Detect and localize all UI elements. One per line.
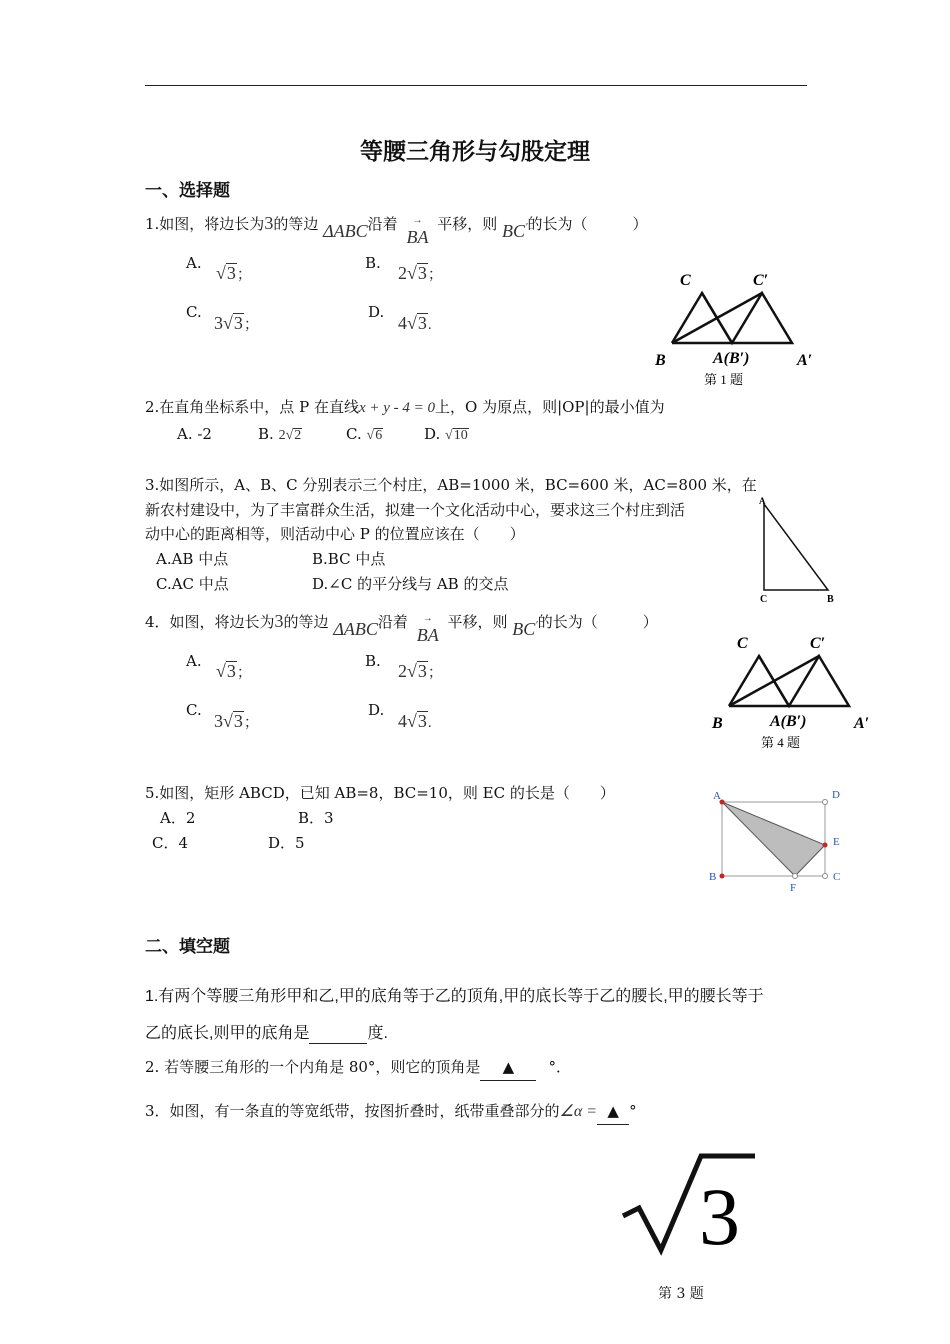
fig5-label-c: C xyxy=(833,871,841,883)
q1-option-d-coef: 4 xyxy=(398,313,407,333)
big-radical-number: 3 xyxy=(699,1171,740,1260)
question-4 xyxy=(145,601,658,645)
question-2 xyxy=(145,395,665,421)
q4-option-b-value: 2√3； xyxy=(398,661,443,681)
q2-option-a[interactable] xyxy=(177,422,212,447)
fill-2-mark: ▲ xyxy=(502,1058,515,1076)
q1-option-b-value: 2√3； xyxy=(398,263,443,283)
q1-mid3: 平移，则 xyxy=(437,215,498,233)
fig1-outline xyxy=(672,293,792,343)
fill-1-suffix: 度. xyxy=(367,1025,388,1042)
q4-option-b-coef: 2 xyxy=(398,661,407,681)
q1-option-d-label: D. xyxy=(368,303,385,321)
fig4-edge-bc-prime xyxy=(729,656,819,706)
fig5-label-d: D xyxy=(832,789,840,801)
q4-option-c[interactable] xyxy=(186,701,202,719)
q2-option-b-coef: 2 xyxy=(278,428,286,443)
q4-option-d[interactable] xyxy=(368,701,384,719)
fig5-point-b xyxy=(720,874,725,879)
q1-option-b-rad: 3 xyxy=(417,263,427,283)
figure-4-translated-triangles xyxy=(702,628,882,753)
figure-5-rectangle xyxy=(700,785,850,895)
fig1-label-a-b-prime: A(B′) xyxy=(713,350,750,367)
q5-option-a[interactable]: A．2 xyxy=(160,809,196,827)
q2-option-b-label: B. xyxy=(258,425,274,443)
fig4-caption: 第 4 题 xyxy=(761,735,801,750)
q1-option-c-end: ； xyxy=(243,317,259,333)
q1-triangle: ΔABC xyxy=(323,221,368,241)
fill-3-suffix: ° xyxy=(629,1102,637,1120)
fig1-label-c-prime: C′ xyxy=(753,272,769,289)
q4-option-c-end: ； xyxy=(243,715,259,731)
q2-prefix: 2.在直角坐标系中，点 P 在直线 xyxy=(145,398,359,416)
q4-segment xyxy=(512,619,537,639)
q5-option-d[interactable]: D．5 xyxy=(268,834,305,852)
q1-num: 3 xyxy=(264,213,274,233)
q1-option-a-end: ； xyxy=(236,267,252,283)
q4-option-a-label: A. xyxy=(186,652,202,670)
q1-option-a-rad: 3 xyxy=(226,263,236,283)
fill-2-suffix: °． xyxy=(548,1058,571,1076)
q4-option-b[interactable] xyxy=(365,652,381,670)
q1-option-a-label: A. xyxy=(186,254,202,272)
fill-3-prefix: 3．如图，有一条直的等宽纸带，按图折叠时，纸带重叠部分的 xyxy=(145,1102,560,1120)
q2-option-d-rad: 10 xyxy=(453,428,468,443)
fig3-label-a: A xyxy=(759,496,766,506)
fill-2-prefix: 2. 若等腰三角形的一个内角是 80°，则它的顶角是 xyxy=(145,1058,481,1076)
q1-option-d[interactable] xyxy=(368,303,384,321)
q1-option-d-rad: 3 xyxy=(417,313,427,333)
q1-mid1: 的等边 xyxy=(273,215,319,233)
fig1-edge-bc-prime xyxy=(672,293,762,343)
q1-option-b-coef: 2 xyxy=(398,263,407,283)
q4-option-a-value: √3； xyxy=(216,661,252,681)
q1-seg-text: BC xyxy=(502,221,526,241)
fig4-label-a-prime: A′ xyxy=(854,715,870,732)
fig5-point-d xyxy=(823,800,828,805)
q3-line-2: 新农村建设中，为了丰富群众生活，拟建一个文化活动中心，要求这三个村庄到活 xyxy=(145,501,686,519)
q4-option-c-value: 3√3； xyxy=(214,711,259,731)
q4-option-a[interactable] xyxy=(186,652,202,670)
header-rule xyxy=(145,85,807,86)
q2-option-c[interactable]: C. √6 xyxy=(346,425,383,443)
fig5-point-c xyxy=(823,874,828,879)
q3-line-3: 动中心的距离相等，则活动中心 P 的位置应该在（ ） xyxy=(145,525,525,543)
q2-option-d-label: D. xyxy=(424,425,441,443)
q1-option-c[interactable] xyxy=(186,303,202,321)
q1-suffix: 的长为（ ） xyxy=(527,215,648,233)
q1-option-b[interactable] xyxy=(365,254,381,272)
q4-option-b-rad: 3 xyxy=(417,661,427,681)
figure-3-right-triangle xyxy=(750,490,845,608)
q2-option-b-rad: 2 xyxy=(294,428,302,443)
fill-2 xyxy=(145,1055,571,1081)
q3-option-b[interactable]: B.BC 中点 xyxy=(312,550,386,568)
q1-mid2: 沿着 xyxy=(367,215,398,233)
q1-segment xyxy=(502,221,527,241)
fig1-caption: 第 1 题 xyxy=(704,372,744,387)
section-choice-heading: 一、选择题 xyxy=(145,181,230,201)
q4-num: 3 xyxy=(274,611,284,631)
fill-1-line-2 xyxy=(145,1020,388,1044)
q1-option-a[interactable] xyxy=(186,254,202,272)
fig3-label-b: B xyxy=(827,594,834,605)
q2-equation: x + y - 4 = 0 xyxy=(358,400,436,416)
q1-option-d-value: 4√3. xyxy=(398,313,432,333)
q4-option-d-coef: 4 xyxy=(398,711,407,731)
fill-3-angle: ∠α = xyxy=(559,1103,598,1120)
q2-option-a-label: A. -2 xyxy=(177,425,212,443)
q1-option-a-value: √3； xyxy=(216,263,252,283)
q1-vector: → BA xyxy=(406,215,429,247)
fig3-triangle xyxy=(764,504,828,590)
q1-option-d-end: . xyxy=(427,317,432,333)
q4-option-d-end: . xyxy=(427,715,432,731)
q4-mid3: 平移，则 xyxy=(447,613,508,631)
q1-prime: ′ xyxy=(525,221,528,233)
q4-option-c-label: C. xyxy=(186,701,202,719)
fig4-label-c-prime: C′ xyxy=(810,635,826,652)
figure-3-caption: 第 3 题 xyxy=(658,1286,704,1302)
q4-vector: → BA xyxy=(416,613,439,645)
fig4-outline xyxy=(729,656,849,706)
q2-option-d[interactable]: D. √10 xyxy=(424,425,468,443)
section-fill-heading: 二、填空题 xyxy=(145,937,230,957)
fill-3-blank[interactable] xyxy=(597,1099,629,1125)
q3-line-1: 3.如图所示，A、B、C 分别表示三个村庄，AB=1000 米，BC=600 米，AC=800 米，在 xyxy=(145,476,757,494)
q4-triangle: ΔABC xyxy=(333,619,378,639)
q3-option-c[interactable]: C.AC 中点 xyxy=(156,575,229,593)
fig1-label-a-prime: A′ xyxy=(797,352,813,369)
q5-option-c[interactable]: C．4 xyxy=(152,834,189,852)
figure-1-translated-triangles xyxy=(645,265,825,390)
q2-option-c-label: C. xyxy=(346,425,362,443)
q4-vector-text: BA xyxy=(416,625,439,645)
fig4-label-a-b-prime: A(B′) xyxy=(770,713,807,730)
question-1 xyxy=(145,203,648,247)
q4-mid2: 沿着 xyxy=(377,613,408,631)
fig3-label-c: C xyxy=(760,594,768,605)
q4-option-c-rad: 3 xyxy=(233,711,243,731)
fig5-label-e: E xyxy=(833,836,840,848)
q2-suffix: 上，O 为原点，则|OP|的最小值为 xyxy=(435,398,665,416)
question-5: 5.如图，矩形 ABCD，已知 AB=8，BC=10，则 EC 的长是（ ） xyxy=(145,784,615,802)
q1-option-c-label: C. xyxy=(186,303,202,321)
q4-mid1: 的等边 xyxy=(283,613,329,631)
q4-suffix: 的长为（ ） xyxy=(537,613,658,631)
q4-prime: ′ xyxy=(535,619,538,631)
q4-option-a-end: ； xyxy=(236,665,252,681)
q3-option-a[interactable]: A.AB 中点 xyxy=(156,550,229,568)
q1-option-c-value: 3√3； xyxy=(214,313,259,333)
q2-option-b[interactable]: B. 2√2 xyxy=(258,425,302,443)
big-radical-figure xyxy=(615,1150,765,1260)
q4-option-c-coef: 3 xyxy=(214,711,223,731)
q1-option-c-rad: 3 xyxy=(233,313,243,333)
q4-option-a-rad: 3 xyxy=(226,661,236,681)
fig5-point-f xyxy=(793,874,798,879)
fig1-label-b: B xyxy=(655,352,666,369)
fill-1-blank[interactable] xyxy=(309,1025,367,1044)
fig5-folded-triangle xyxy=(722,802,825,876)
q4-seg-text: BC xyxy=(512,619,536,639)
q1-option-c-coef: 3 xyxy=(214,313,223,333)
q4-option-b-label: B. xyxy=(365,652,381,670)
page-title: 等腰三角形与勾股定理 xyxy=(360,138,590,165)
q1-option-b-label: B. xyxy=(365,254,381,272)
fig4-label-c: C xyxy=(737,635,748,652)
fill-3 xyxy=(145,1099,637,1125)
q4-option-d-label: D. xyxy=(368,701,385,719)
q1-option-b-end: ； xyxy=(427,267,443,283)
fig4-label-b: B xyxy=(712,715,723,732)
fig1-label-c: C xyxy=(680,272,691,289)
fig5-point-e xyxy=(823,843,828,848)
q2-option-c-rad: 6 xyxy=(375,428,383,443)
fill-1-prefix: 乙的底长,则甲的底角是 xyxy=(145,1025,310,1042)
q4-option-b-end: ； xyxy=(427,665,443,681)
fig5-label-f: F xyxy=(790,882,797,894)
q4-option-d-value: 4√3. xyxy=(398,711,432,731)
q1-prefix: 1.如图，将边长为 xyxy=(145,215,265,233)
q4-prefix: 4．如图，将边长为 xyxy=(145,613,275,631)
q5-option-b[interactable]: B．3 xyxy=(298,809,334,827)
fig5-label-b: B xyxy=(709,871,717,883)
fill-3-mark: ▲ xyxy=(607,1102,619,1120)
q4-option-d-rad: 3 xyxy=(417,711,427,731)
q1-vector-text: BA xyxy=(406,227,429,247)
fill-1-line-1: 1.有两个等腰三角形甲和乙,甲的底角等于乙的顶角,甲的底长等于乙的腰长,甲的腰长等于 xyxy=(145,988,764,1005)
q3-option-d[interactable]: D.∠C 的平分线与 AB 的交点 xyxy=(312,575,509,593)
fill-2-blank[interactable] xyxy=(480,1055,536,1081)
fig5-label-a: A xyxy=(713,790,721,802)
